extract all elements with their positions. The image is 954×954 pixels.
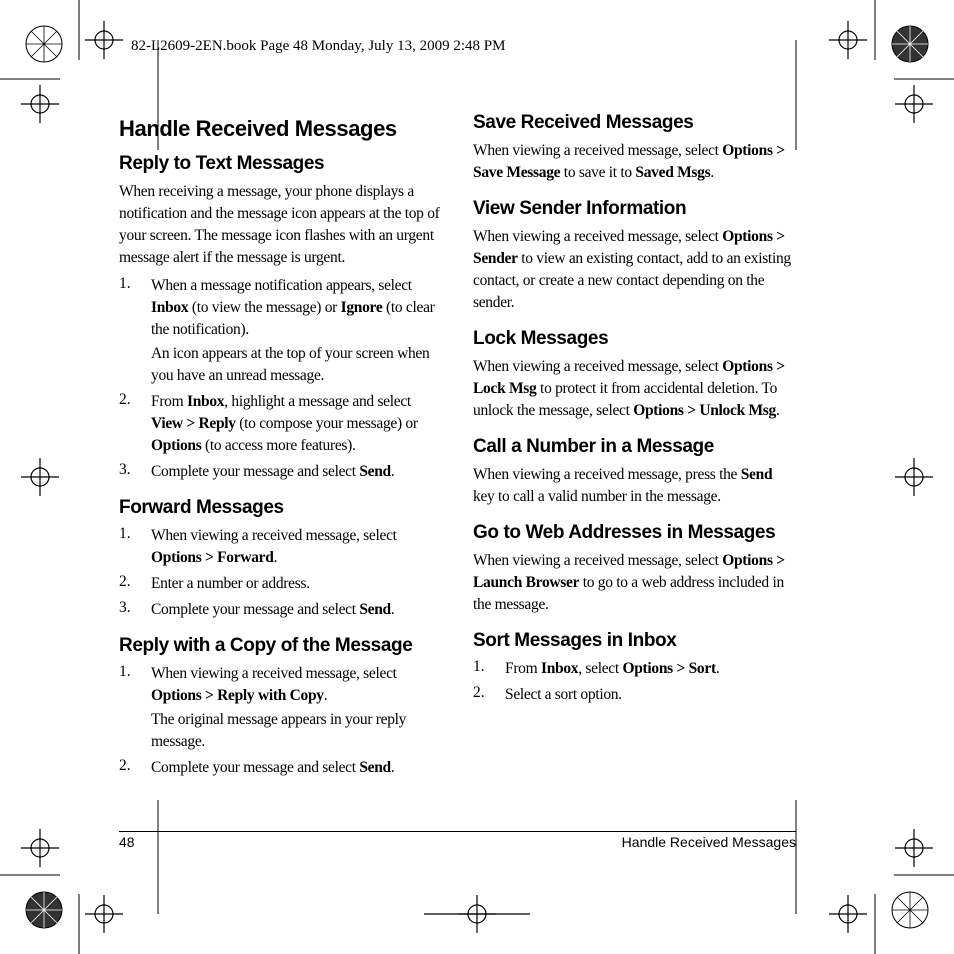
step-text: When a message notification appears, select — [151, 277, 412, 294]
step-note: An icon appears at the top of your screen when you have an unread message. — [151, 345, 430, 384]
list-item — [119, 573, 441, 595]
body-text: . — [776, 402, 780, 419]
list-item — [119, 275, 441, 387]
section-heading-copy: Reply with a Copy of the Message — [119, 635, 413, 656]
step-key: Send — [359, 601, 391, 618]
section-heading-web: Go to Web Addresses in Messages — [473, 522, 776, 543]
section-heading-save: Save Received Messages — [473, 112, 694, 133]
body-key: Options > Unlock Msg — [633, 402, 776, 419]
step-number: 1. — [473, 658, 485, 675]
step-key: Send — [359, 759, 391, 776]
step-number: 1. — [119, 275, 131, 292]
page-footer — [119, 831, 796, 850]
section-heading-forward: Forward Messages — [119, 497, 284, 518]
list-item — [119, 461, 441, 483]
step-text: From — [151, 393, 187, 410]
reply-steps — [119, 275, 441, 483]
step-key: Options — [151, 437, 202, 454]
body-text: to save it to — [560, 164, 636, 181]
body-text: When viewing a received message, select — [473, 552, 723, 569]
step-text: Complete your message and select — [151, 759, 360, 776]
section-heading-reply: Reply to Text Messages — [119, 153, 325, 174]
step-key: Inbox — [540, 660, 579, 677]
step-number: 2. — [119, 573, 131, 590]
list-item — [473, 658, 795, 680]
step-number: 3. — [119, 461, 131, 478]
body-key: Options > Save Message — [473, 142, 785, 181]
step-key: Options > Reply with Copy — [151, 687, 324, 704]
body-key: Send — [740, 466, 773, 483]
section-heading-sort: Sort Messages in Inbox — [473, 630, 677, 651]
sort-steps — [473, 658, 795, 706]
list-item — [119, 525, 441, 569]
step-text: When viewing a received message, select — [151, 527, 397, 544]
copy-steps — [119, 663, 441, 779]
step-text: (to view the message) or — [188, 299, 341, 316]
step-text: Complete your message and select — [151, 463, 360, 480]
body-key: Options > Sender — [473, 228, 785, 267]
body-text: to go to a web address included in the message. — [473, 574, 784, 613]
step-text: (to clear the notification). — [151, 299, 435, 338]
body-text: . — [710, 164, 714, 181]
call-text — [473, 464, 795, 508]
list-item — [119, 599, 441, 621]
body-key: Options > Launch Browser — [473, 552, 785, 591]
body-text: When viewing a received message, select — [473, 142, 723, 159]
step-key: View > Reply — [151, 415, 236, 432]
body-text: key to call a valid number in the message. — [473, 488, 721, 505]
lock-text — [473, 356, 795, 422]
step-text: Select a sort option. — [505, 686, 622, 703]
sender-text — [473, 226, 795, 314]
step-key: Inbox — [151, 299, 189, 316]
step-text: . — [715, 660, 720, 677]
step-number: 2. — [119, 391, 131, 408]
step-number: 3. — [119, 599, 131, 616]
left-column — [119, 112, 441, 783]
list-item — [119, 391, 441, 457]
step-number: 2. — [119, 757, 131, 774]
step-text: , highlight a message and select — [224, 393, 411, 410]
step-note: The original message appears in your reply message. — [151, 711, 407, 750]
body-text: to protect it from accidental deletion. To unlock the message, select — [473, 380, 778, 419]
body-text: When viewing a received message, select — [473, 358, 723, 375]
list-item — [119, 663, 441, 753]
step-number: 2. — [473, 684, 485, 701]
body-text: When viewing a received message, press the — [473, 466, 741, 483]
step-text: , select — [578, 660, 623, 677]
section-heading-call: Call a Number in a Message — [473, 436, 714, 457]
list-item — [473, 684, 795, 706]
page-title: Handle Received Messages — [119, 116, 397, 141]
right-column — [473, 112, 795, 710]
forward-steps — [119, 525, 441, 621]
step-text: . — [323, 687, 328, 704]
body-text: When viewing a received message, select — [473, 228, 723, 245]
step-key: Ignore — [340, 299, 383, 316]
step-key: Options > Forward — [151, 549, 274, 566]
step-key: Send — [359, 463, 391, 480]
step-key: Inbox — [186, 393, 225, 410]
step-text: When viewing a received message, select — [151, 665, 397, 682]
step-number: 1. — [119, 663, 131, 680]
step-text: . — [390, 759, 395, 776]
footer-section-title: Handle Received Messages — [621, 834, 796, 850]
step-text: . — [273, 549, 278, 566]
step-key: Options > Sort — [622, 660, 716, 677]
step-text: . — [390, 601, 395, 618]
save-text — [473, 140, 795, 184]
section-heading-sender: View Sender Information — [473, 198, 687, 219]
body-key: Saved Msgs — [635, 164, 711, 181]
step-text: (to compose your message) or — [235, 415, 418, 432]
book-header: 82-L2609-2EN.book Page 48 Monday, July 13, 2009 2:48 PM — [131, 38, 506, 54]
body-text: to view an existing contact, add to an existing contact, or create a new contact depending on the sender. — [473, 250, 791, 311]
step-text: . — [390, 463, 395, 480]
body-key: Options > Lock Msg — [473, 358, 785, 397]
step-number: 1. — [119, 525, 131, 542]
web-text — [473, 550, 795, 616]
section-heading-lock: Lock Messages — [473, 328, 609, 349]
step-text: Complete your message and select — [151, 601, 360, 618]
list-item — [119, 757, 441, 779]
step-text: Enter a number or address. — [151, 575, 310, 592]
step-text: From — [505, 660, 541, 677]
step-text: (to access more features). — [201, 437, 356, 454]
reply-intro: When receiving a message, your phone displays a notification and the message icon appears at the top of your screen. The message icon flashes with an urgent message alert if the message is urgent. — [119, 183, 440, 266]
page-number: 48 — [119, 834, 135, 850]
